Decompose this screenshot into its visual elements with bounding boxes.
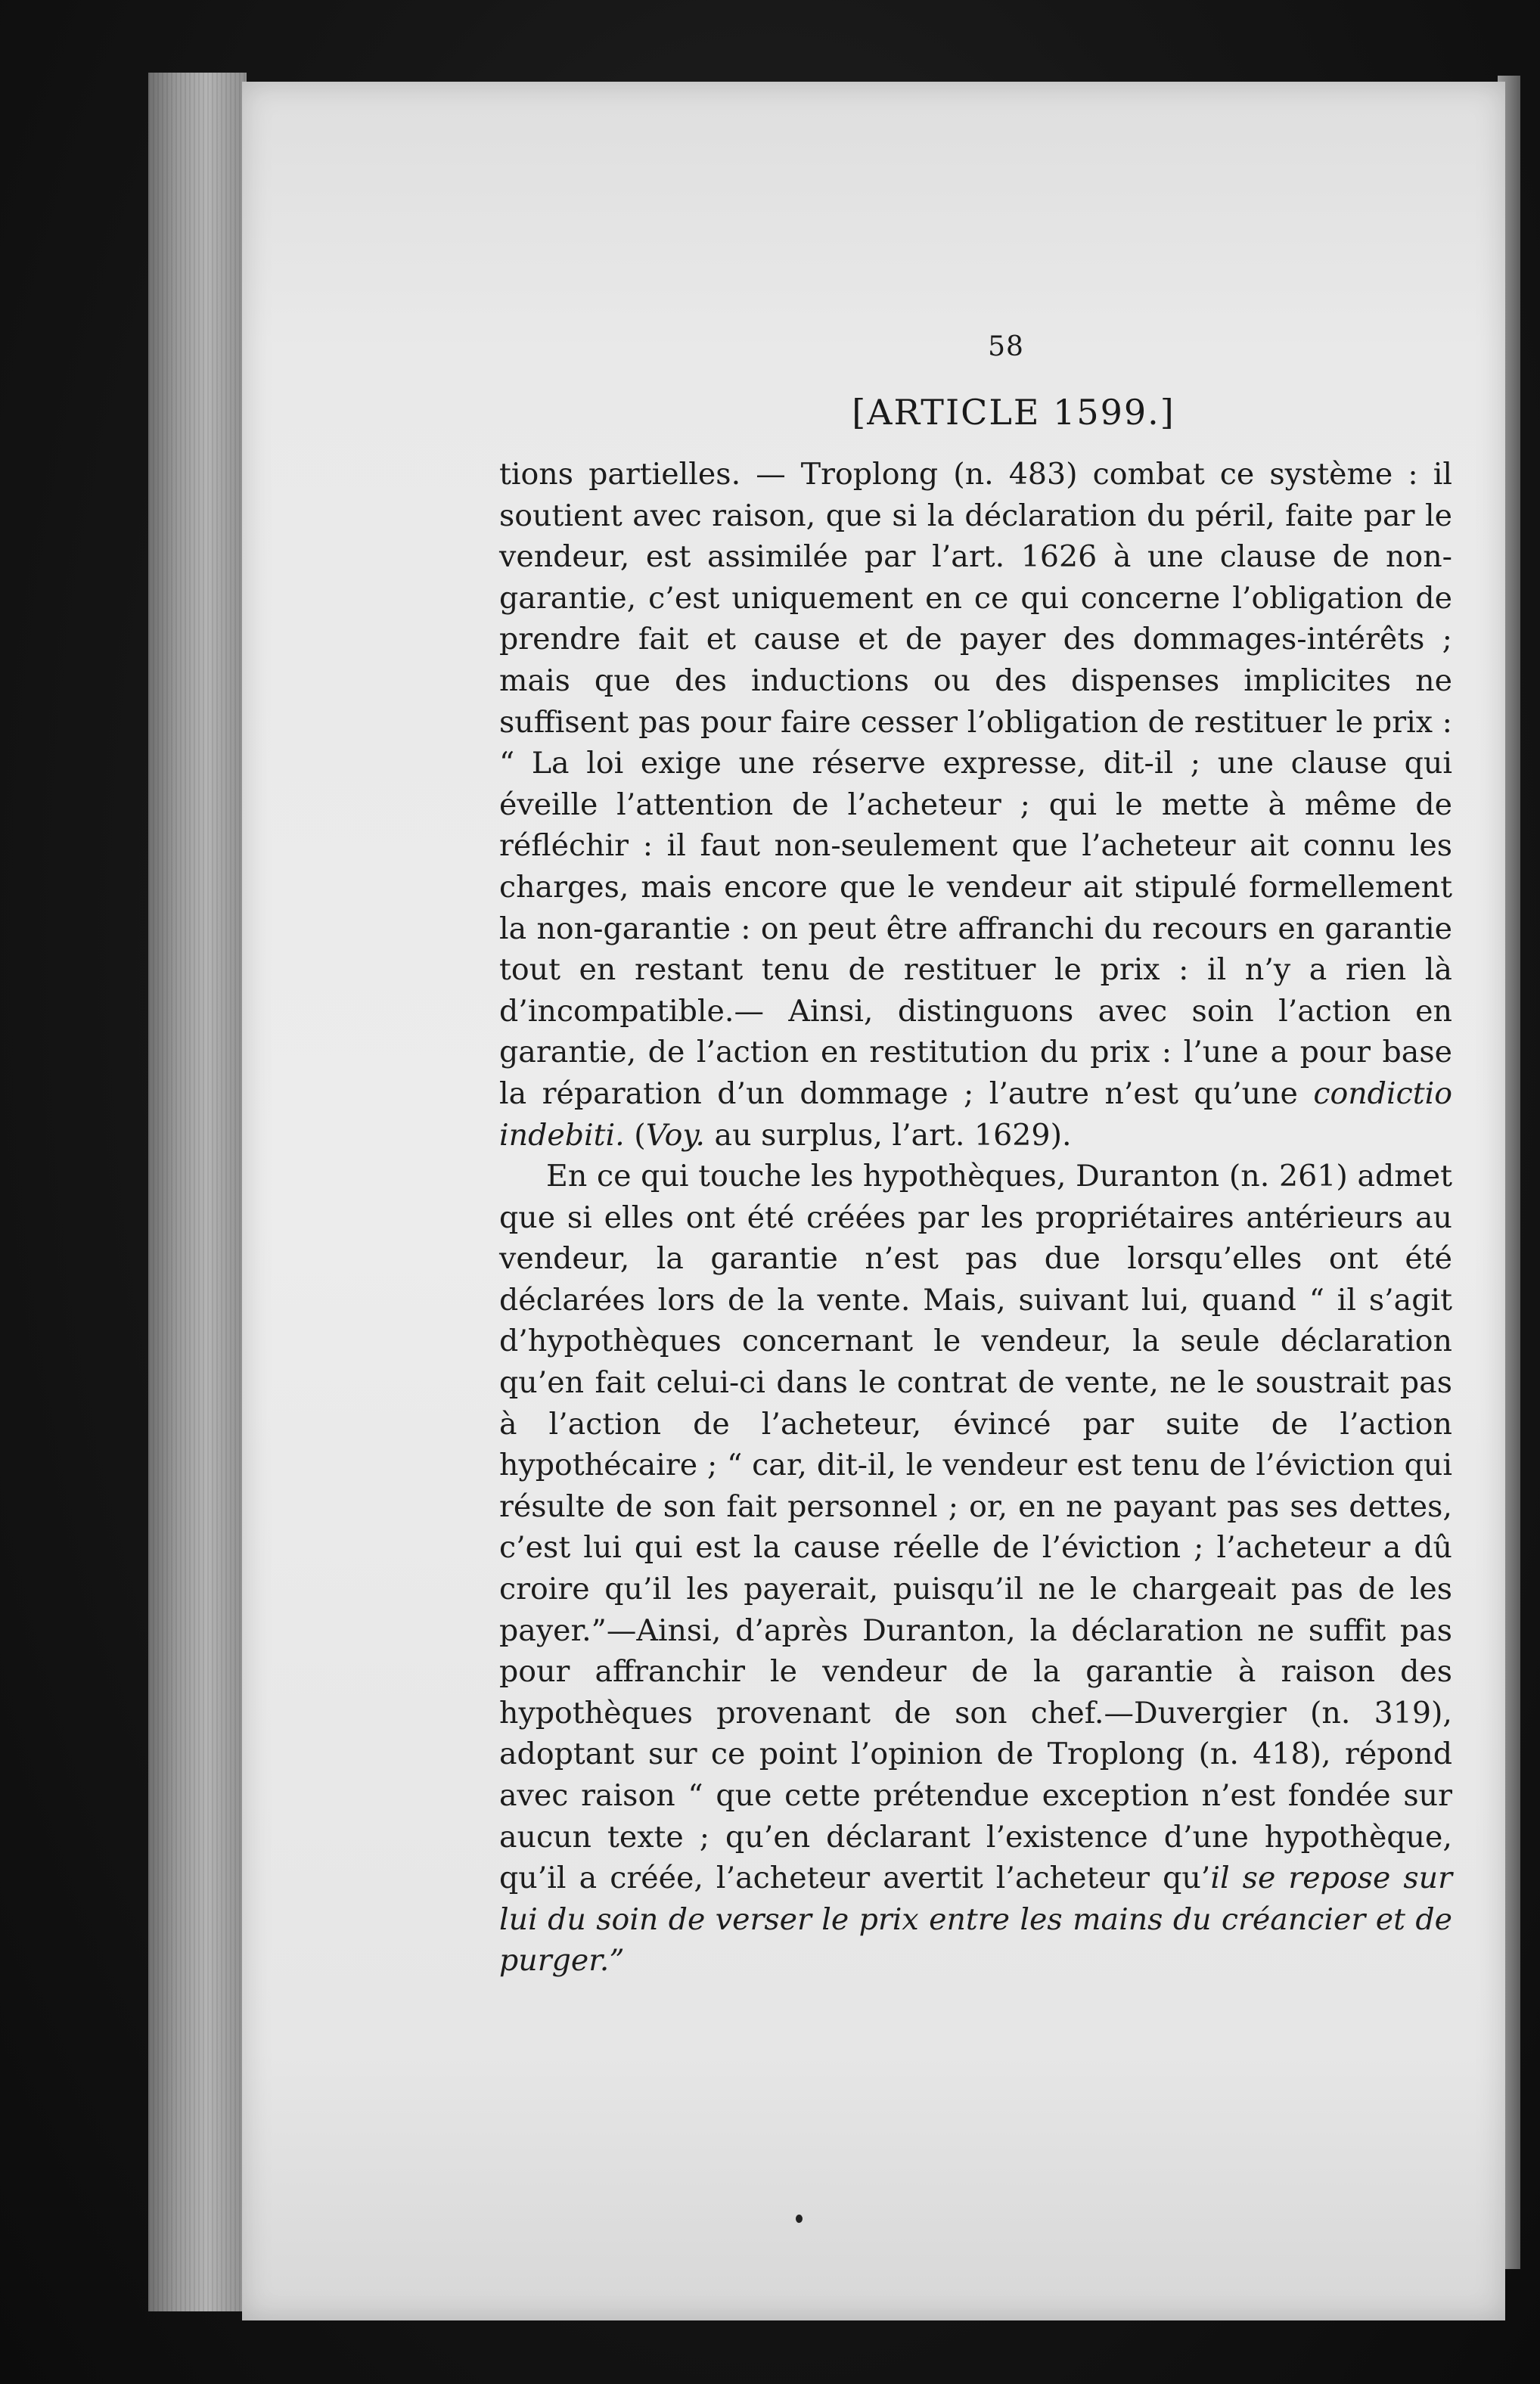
paragraph-1-italic-voy: Voy. [645, 1117, 705, 1153]
page-number: 58 [988, 331, 1024, 362]
ink-dot [796, 2215, 803, 2223]
paragraph-2 [499, 1156, 1452, 1982]
paragraph-1-italic-latin: condictio indebiti. [499, 1076, 1452, 1153]
paragraph-1 [499, 454, 1452, 1156]
paragraph-1-tail: au surplus, l’art. 1629). [705, 1117, 1072, 1153]
running-head: [ARTICLE 1599.] [852, 392, 1175, 433]
paragraph-2-italic-quote: il se repose sur lui du soin de verser le prix entre les mains du créancier et de purger.” [499, 1861, 1452, 1979]
paragraph-1-text: tions partielles. — Troplong (n. 483) combat ce système : il soutient avec raison, que si la déclaration du péril, faite par le vendeur, est assimilée par l’art. 1626 à une clause de non-garantie, c’est uniquement en ce qui concerne l’obligation de prendre fait et cause et de payer des dommages-intérêts ; mais que des inductions ou des dispenses implicites ne suffisent pas pour faire cesser l’obligation de restituer le prix : “ La loi exige une réserve expresse, dit-il ; une clause qui éveille l’attention de l’acheteur ; qui le mette à même de réfléchir : il faut non-seulement que l’acheteur ait connu les charges, mais encore que le vendeur ait stipulé formellement la non-garantie : on peut être affranchi du recours en garantie tout en restant tenu de restituer le prix : il n’y a rien là d’incompatible.— Ainsi, distinguons avec soin l’action en garantie, de l’action en restitution du prix : l’une a pour base la réparation d’un dommage ; l’autre n’est qu’une [499, 457, 1452, 1111]
book-page-edges [148, 73, 247, 2311]
body-text [499, 454, 1452, 1982]
paragraph-1-paren-open: ( [624, 1117, 646, 1153]
paragraph-2-text: En ce qui touche les hypothèques, Duranton (n. 261) admet que si elles ont été créées par les propriétaires antérieurs au vendeur, la garantie n’est pas due lorsqu’elles ont été déclarées lors de la vente. Mais, suivant lui, quand “ il s’agit d’hypothèques concernant le vendeur, la seule déclaration qu’en fait celui-ci dans le contrat de vente, ne le soustrait pas à l’action de l’acheteur, évincé par suite de l’action hypothécaire ; “ car, dit-il, le vendeur est tenu de l’éviction qui résulte de son fait personnel ; or, en ne payant pas ses dettes, c’est lui qui est la cause réelle de l’éviction ; l’acheteur a dû croire qu’il les payerait, puisqu’il ne le chargeait pas de les payer.”—Ainsi, d’après Duranton, la déclaration ne suffit pas pour affranchir le vendeur de la garantie à raison des hypothèques provenant de son chef.—Duvergier (n. 319), adoptant sur ce point l’opinion de Troplong (n. 418), répond avec raison “ que cette prétendue exception n’est fondée sur aucun texte ; qu’en déclarant l’existence d’une hypothèque, qu’il a créée, l’acheteur avertit l’acheteur qu’ [499, 1159, 1452, 1896]
